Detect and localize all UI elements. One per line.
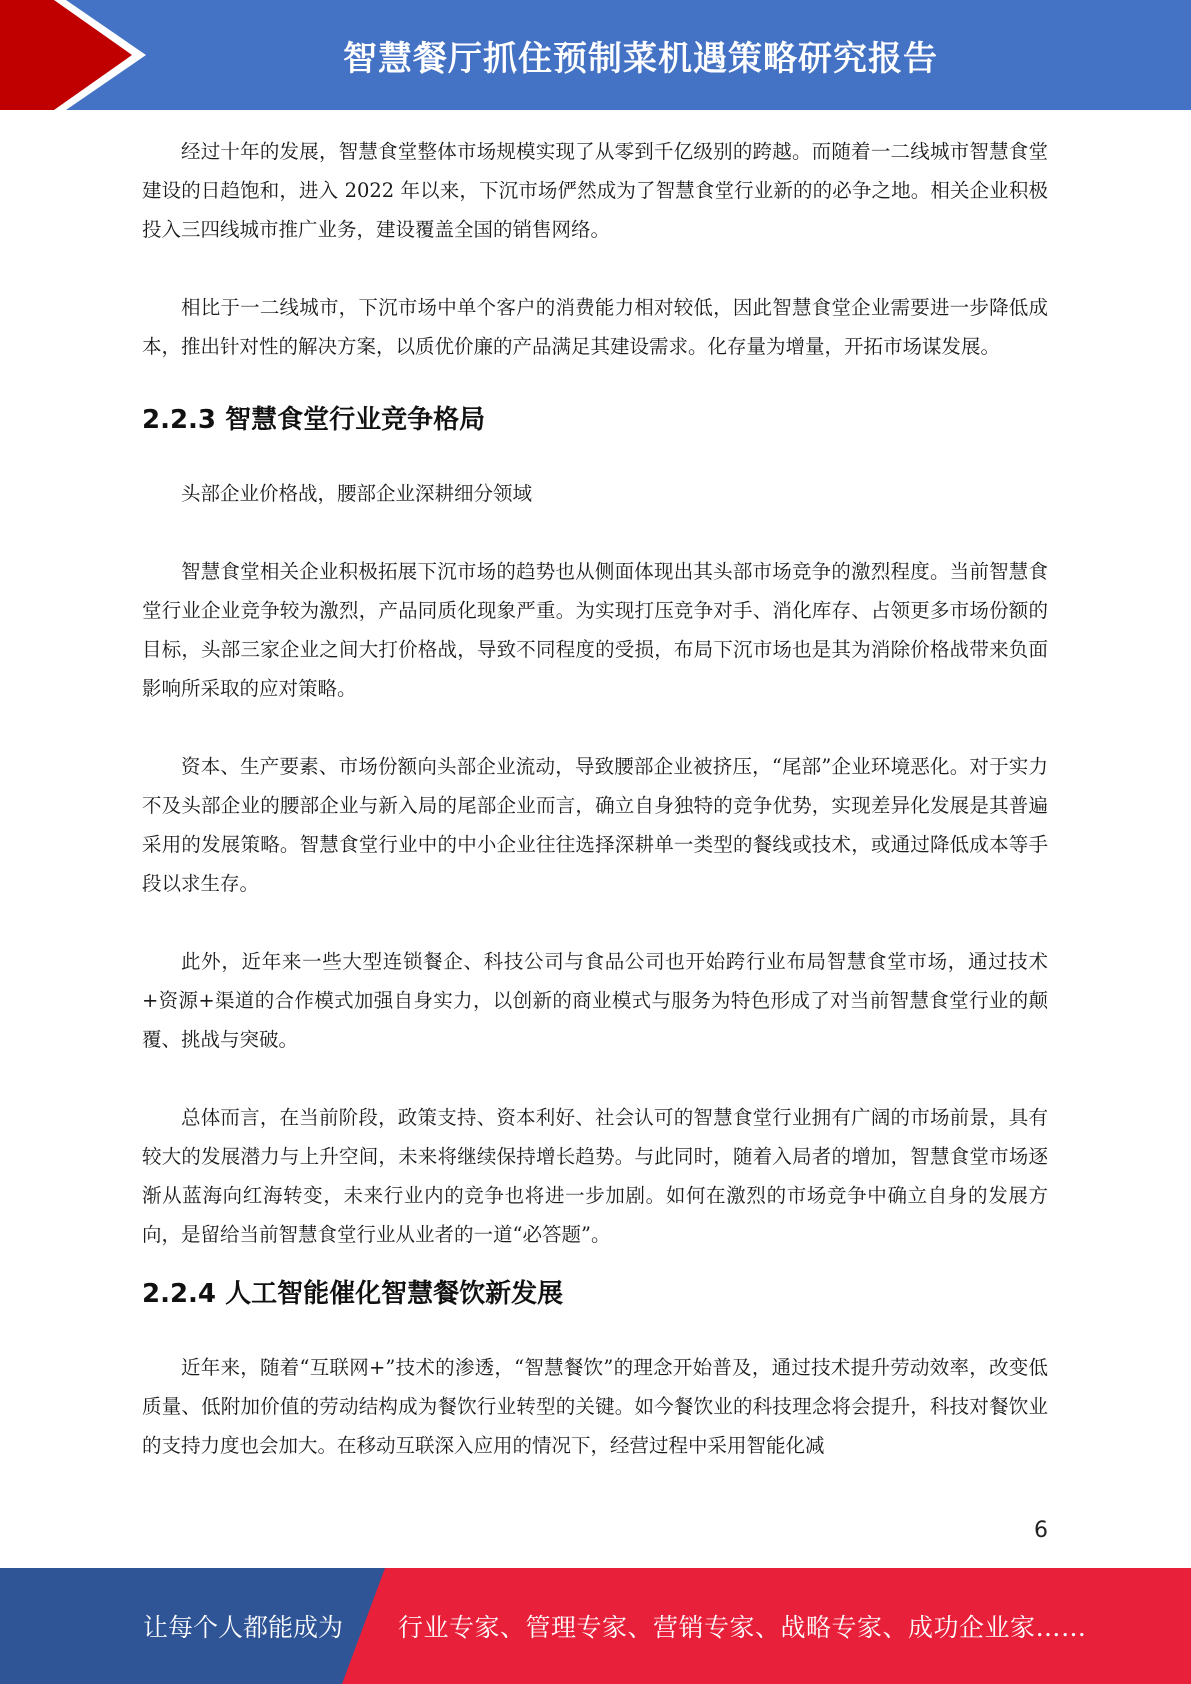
paragraph: 资本、生产要素、市场份额向头部企业流动，导致腰部企业被挤压，“尾部”企业环境恶化。对于实力不及头部企业的腰部企业与新入局的尾部企业而言，确立自身独特的竞争优势，实现差异化发展是其普遍采用的发展策略。智慧食堂行业中的中小企业往往选择深耕单一类型的餐线或技术，或通过降低成本等手段以求生存。 bbox=[142, 755, 1048, 895]
paragraph: 智慧食堂相关企业积极拓展下沉市场的趋势也从侧面体现出其头部市场竞争的激烈程度。当前智慧食堂行业企业竞争较为激烈，产品同质化现象严重。为实现打压竞争对手、消化库存、占领更多市场份额的目标，头部三家企业之间大打价格战，导致不同程度的受损，布局下沉市场也是其为消除价格战带来负面影响所采取的应对策略。 bbox=[142, 560, 1048, 700]
page-footer bbox=[0, 1568, 1191, 1684]
page-number: 6 bbox=[1034, 1518, 1048, 1543]
paragraph: 相比于一二线城市，下沉市场中单个客户的消费能力相对较低，因此智慧食堂企业需要进一步降低成本，推出针对性的解决方案，以质优价廉的产品满足其建设需求。化存量为增量，开拓市场谋发展。 bbox=[142, 296, 1048, 358]
paragraph: 经过十年的发展，智慧食堂整体市场规模实现了从零到千亿级别的跨越。而随着一二线城市智慧食堂建设的日趋饱和，进入 2022 年以来，下沉市场俨然成为了智慧食堂行业新的的必争之地。相关企业积极投入三四线城市推广业务，建设覆盖全国的销售网络。 bbox=[142, 140, 1048, 241]
section-heading-2-2-4: 2.2.4 人工智能催化智慧餐饮新发展 bbox=[142, 1279, 564, 1309]
page-body bbox=[142, 132, 1048, 1465]
report-title: 智慧餐厅抓住预制菜机遇策略研究报告 bbox=[343, 38, 938, 79]
paragraph: 此外，近年来一些大型连锁餐企、科技公司与食品公司也开始跨行业布局智慧食堂市场，通过技术+资源+渠道的合作模式加强自身实力，以创新的商业模式与服务为特色形成了对当前智慧食堂行业的颠覆、挑战与突破。 bbox=[142, 950, 1048, 1051]
paragraph-subtitle: 头部企业价格战，腰部企业深耕细分领域 bbox=[181, 482, 533, 505]
paragraph: 总体而言，在当前阶段，政策支持、资本利好、社会认可的智慧食堂行业拥有广阔的市场前景，具有较大的发展潜力与上升空间，未来将继续保持增长趋势。与此同时，随着入局者的增加，智慧食堂市场逐渐从蓝海向红海转变，未来行业内的竞争也将进一步加剧。如何在激烈的市场竞争中确立自身的发展方向，是留给当前智慧食堂行业从业者的一道“必答题”。 bbox=[142, 1106, 1048, 1246]
footer-slogan-left: 让每个人都能成为 bbox=[143, 1613, 344, 1642]
section-heading-2-2-3: 2.2.3 智慧食堂行业竞争格局 bbox=[142, 405, 486, 435]
page-header bbox=[0, 0, 1191, 110]
footer-slogan-right: 行业专家、管理专家、营销专家、战略专家、成功企业家…… bbox=[398, 1613, 1087, 1642]
paragraph: 近年来，随着“互联网+”技术的渗透，“智慧餐饮”的理念开始普及，通过技术提升劳动效率，改变低质量、低附加价值的劳动结构成为餐饮行业转型的关键。如今餐饮业的科技理念将会提升，科技对餐饮业的支持力度也会加大。在移动互联深入应用的情况下，经营过程中采用智能化减 bbox=[142, 1356, 1048, 1457]
